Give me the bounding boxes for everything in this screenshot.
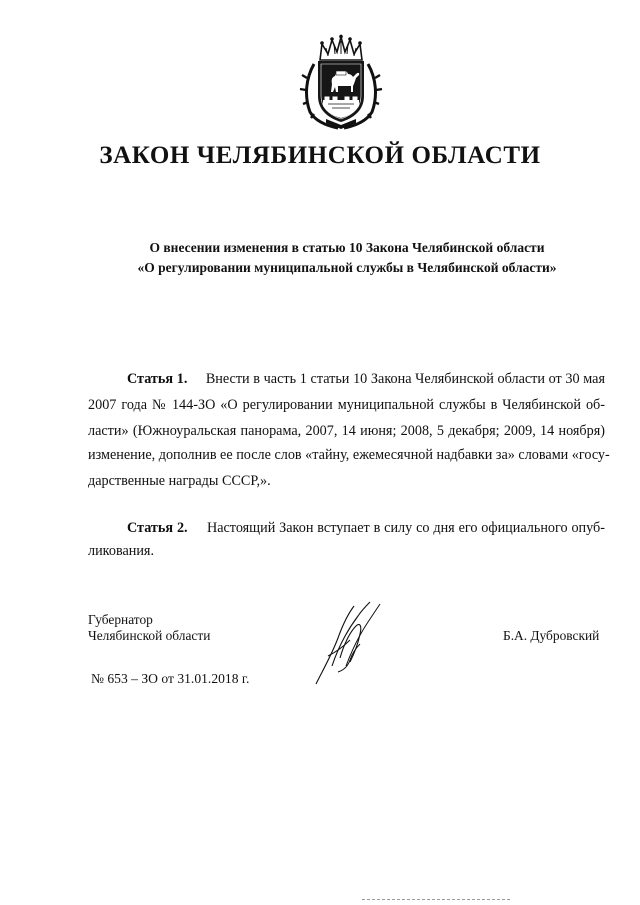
article-2-text-line: Настоящий Закон вступает в силу со дня его официального опуб-: [206, 520, 605, 536]
article-1-text-line: ласти» (Южноуральская панорама, 2007, 14 июня; 2008, 5 декабря; 2009, 14 ноября): [88, 423, 605, 439]
governor-position-line-1: Губернатор: [88, 612, 153, 627]
law-subtitle-line-2: «О регулировании муниципальной службы в Челябинской области»: [137, 260, 557, 275]
law-title: ЗАКОН ЧЕЛЯБИНСКОЙ ОБЛАСТИ: [99, 142, 541, 169]
coat-of-arms-emblem: [298, 34, 384, 130]
article-2-label: Статья 2.: [127, 520, 188, 536]
article-1-first-line: [127, 370, 605, 388]
article-2-text-line: ликования.: [88, 543, 155, 559]
article-1-text-line: изменение, дополнив ее после слов «тайну, ежемесячной надбавки за» словами «госу-: [88, 447, 610, 463]
governor-name: Б.А. Дубровский: [503, 628, 600, 643]
law-subtitle-line-1: О внесении изменения в статью 10 Закона Челябинской области: [149, 240, 545, 255]
article-1-text-line: Внести в часть 1 статьи 10 Закона Челябинской области от 30 мая: [205, 371, 605, 387]
law-number-and-date: № 653 – ЗО от 31.01.2018 г.: [91, 671, 250, 686]
article-1-text-line: 2007 года № 144-ЗО «О регулировании муниципальной службы в Челябинской об-: [88, 397, 605, 413]
handwritten-signature: [310, 596, 392, 688]
governor-position-line-2: Челябинской области: [88, 628, 211, 643]
footer-divider: [362, 899, 510, 900]
article-1-text-line: дарственные награды СССР,».: [88, 473, 271, 489]
article-2-first-line: [127, 519, 605, 537]
article-1-label: Статья 1.: [127, 371, 188, 387]
